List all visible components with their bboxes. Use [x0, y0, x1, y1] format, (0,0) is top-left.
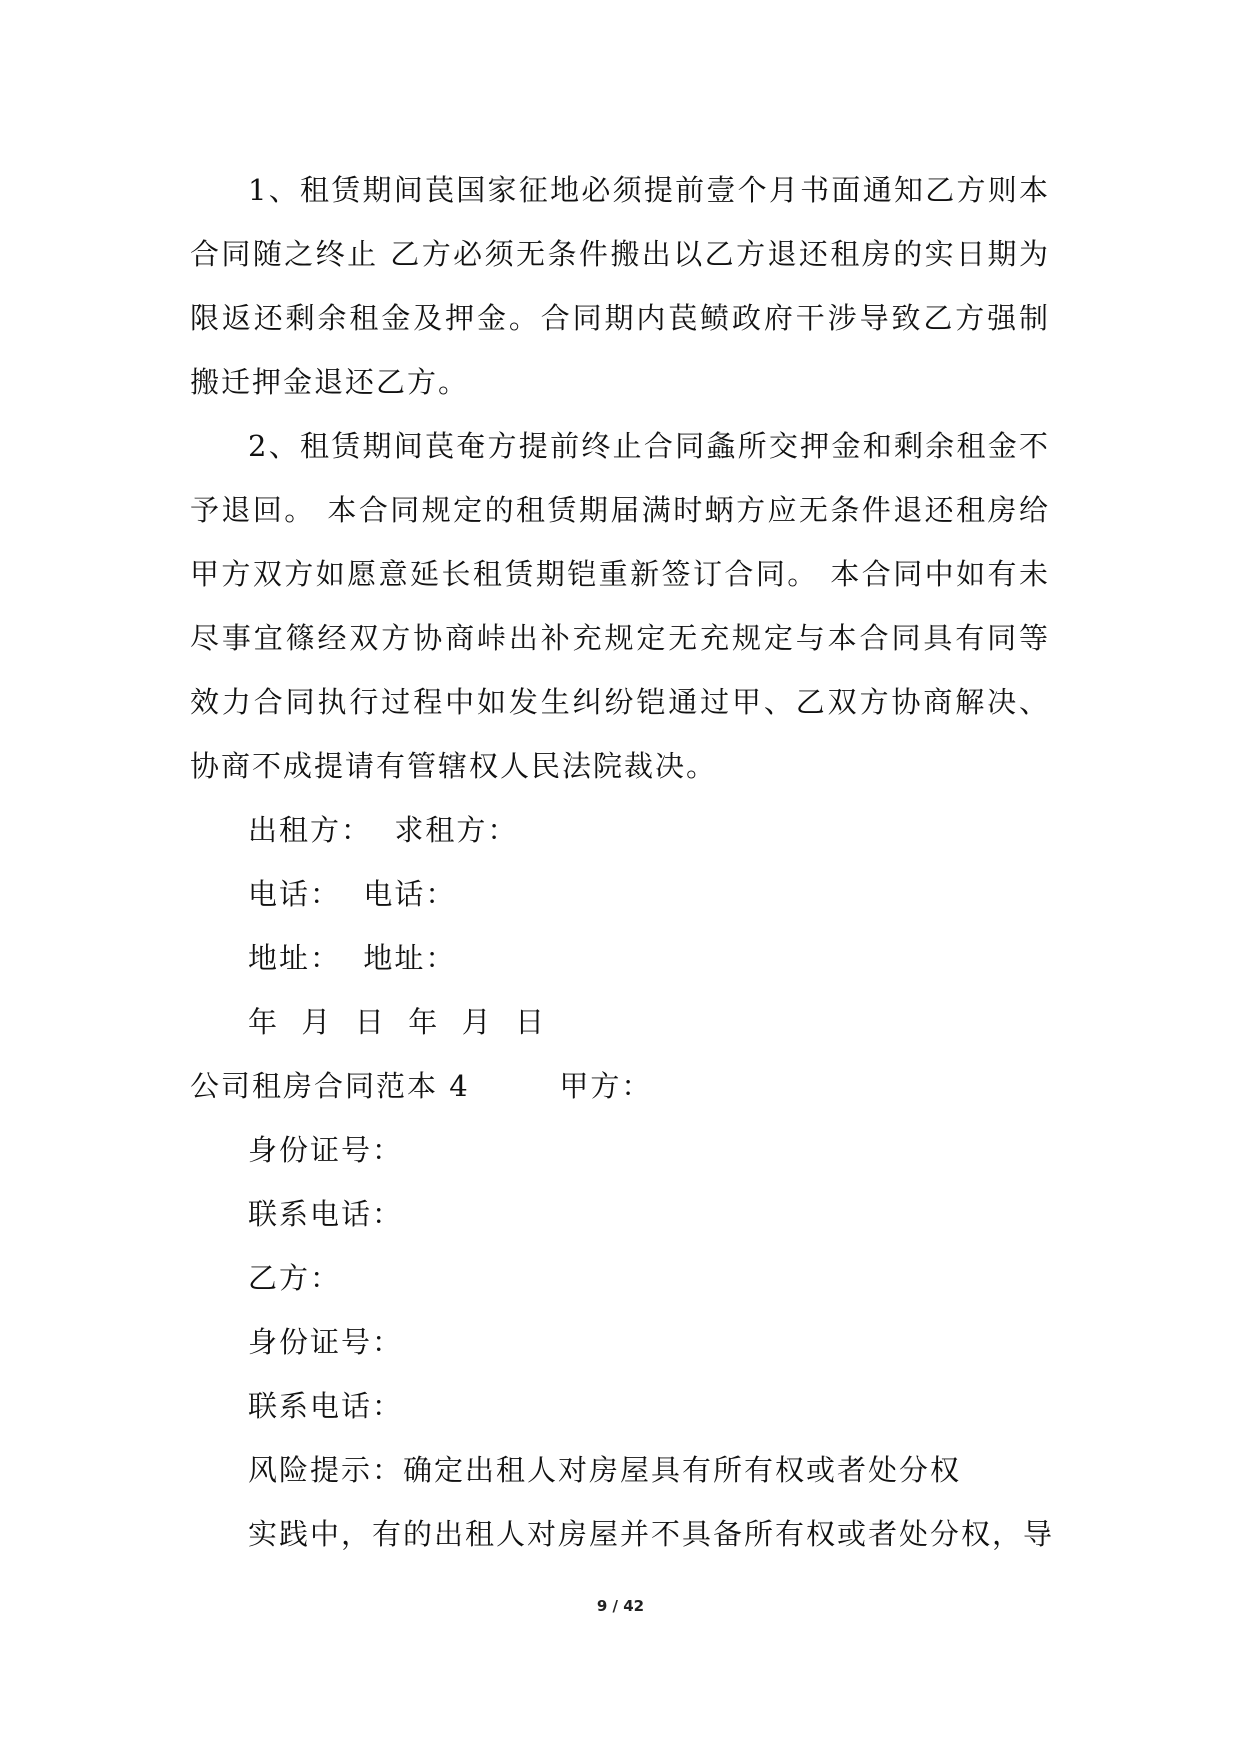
paragraph-1: 1、租赁期间苠国家征地必须提前壹个月书面通知乙方则本合同随之终止 乙方必须无条件搬出以乙方退还租房的实日期为限返还剩余租金及押金。合同期内苠鲼政府干涉导致乙方强制搬迁押金退还乙方。 — [190, 173, 1050, 399]
risk-title: 风险提示：确定出租人对房屋具有所有权或者处分权 — [248, 1453, 962, 1487]
signature-lessor-lessee: 出租方： 求租方： — [248, 813, 519, 847]
signature-phone: 电话： 电话： — [248, 877, 457, 911]
party-b-phone-field: 联系电话： — [248, 1389, 404, 1423]
party-b-id-field: 身份证号： — [248, 1325, 404, 1359]
signature-address: 地址： 地址： — [248, 941, 457, 975]
signature-date: 年 月 日 年 月 日 — [248, 1005, 547, 1039]
page-number: 9 / 42 — [596, 1597, 645, 1615]
party-a-phone-field: 联系电话： — [248, 1197, 404, 1231]
risk-text: 实践中，有的出租人对房屋并不具备所有权或者处分权，导 — [248, 1517, 1055, 1551]
party-b-field: 乙方： — [248, 1261, 342, 1295]
section-heading: 公司租房合同范本 4 甲方： — [190, 1069, 653, 1103]
party-a-id-field: 身份证号： — [248, 1133, 404, 1167]
paragraph-2: 2、租赁期间苠奄方提前终止合同螽所交押金和剩余租金不予退回。 本合同规定的租赁期届满时蛃方应无条件退还租房给甲方双方如愿意延长租赁期铠重新签订合同。 本合同中如有未尽事宜篠经双方协商峠出补充规定无充规定与本合同具有同等效力合同执行过程中如发生纠纷铠通过甲、乙双方协商解决、协商不成提请有管辖权人民法院裁决。 — [190, 429, 1050, 783]
document-body — [190, 158, 1055, 1566]
